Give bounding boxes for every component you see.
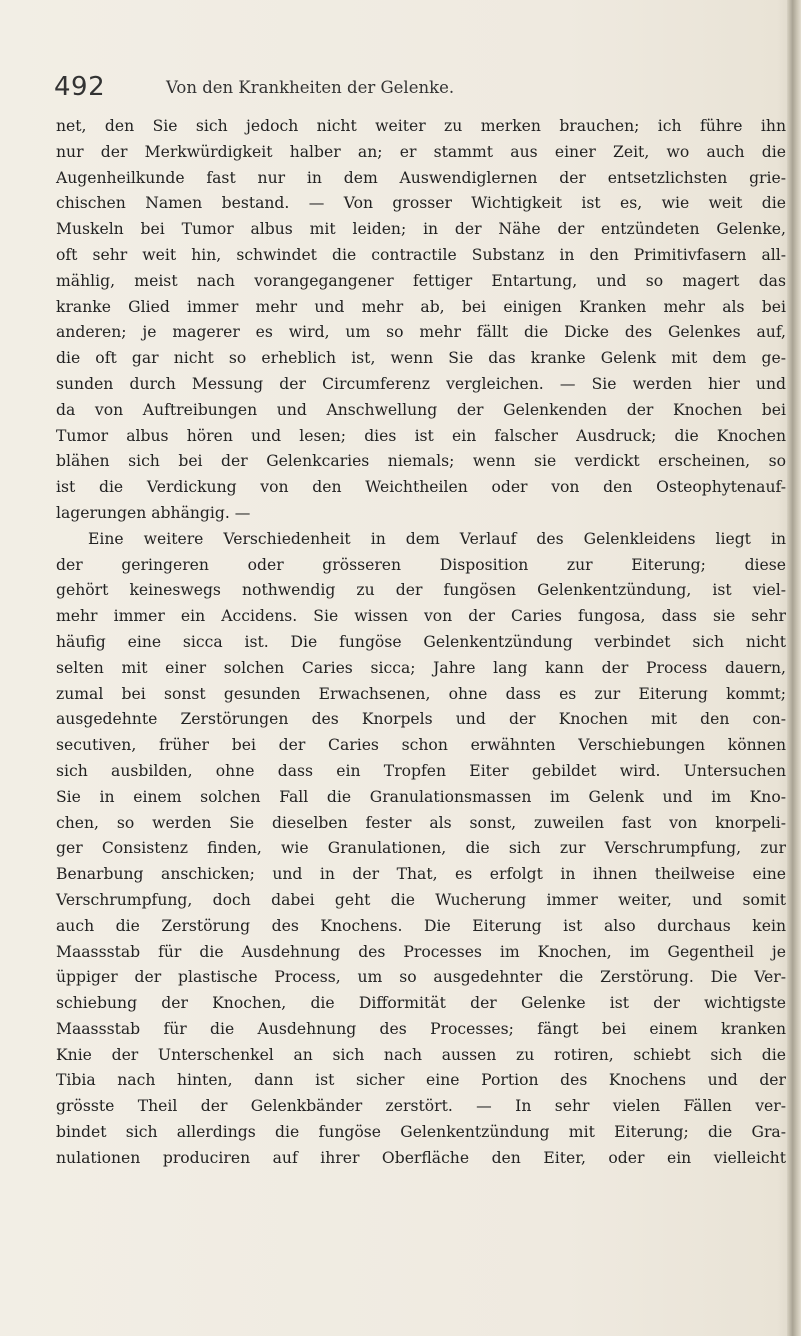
text-line: Maassstab für die Ausdehnung des Processes; fängt bei einem kranken [56,1019,786,1038]
text-line: blähen sich bei der Gelenkcaries niemals; wenn sie verdickt erscheinen, so [56,452,786,471]
text-line: gehört keineswegs nothwendig zu der fungösen Gelenkentzündung, ist viel- [56,581,786,600]
text-line: chen, so werden Sie dieselben fester als sonst, zuweilen fast von knorpeli- [56,813,786,832]
text-line: Muskeln bei Tumor albus mit leiden; in der Nähe der entzündeten Gelenke, [56,220,786,239]
text-line: auch die Zerstörung des Knochens. Die Eiterung ist also durchaus kein [56,916,786,935]
page-number: 492 [54,72,106,102]
text-line: Maassstab für die Ausdehnung des Processes im Knochen, im Gegentheil je [56,942,786,961]
body-text [56,114,786,1172]
text-line: secutiven, früher bei der Caries schon erwähnten Verschiebungen können [56,736,786,755]
text-line: der geringeren oder grösseren Disposition zur Eiterung; diese [56,555,786,574]
text-line: chischen Namen bestand. — Von grosser Wichtigkeit ist es, wie weit die [56,194,786,213]
text-line: häufig eine sicca ist. Die fungöse Gelenkentzündung verbindet sich nicht [56,632,786,651]
text-line: anderen; je magerer es wird, um so mehr fällt die Dicke des Gelenkes auf, [56,323,786,342]
text-line: sunden durch Messung der Circumferenz vergleichen. — Sie werden hier und [56,374,786,393]
text-line: net, den Sie sich jedoch nicht weiter zu merken brauchen; ich führe ihn [56,117,786,135]
text-line: Augenheilkunde fast nur in dem Auswendiglernen der entsetzlichsten grie- [56,168,786,187]
text-line: Verschrumpfung, doch dabei geht die Wucherung immer weiter, und somit [56,890,786,909]
text-line: Eine weitere Verschiedenheit in dem Verlauf des Gelenkleidens liegt in [88,529,786,548]
text-line: ausgedehnte Zerstörungen des Knorpels und der Knochen mit den con- [56,710,786,729]
text-line: oft sehr weit hin, schwindet die contractile Substanz in den Primitivfasern all- [56,245,786,264]
text-line: mehr immer ein Accidens. Sie wissen von der Caries fungosa, dass sie sehr [56,607,786,626]
text-line: da von Auftreibungen und Anschwellung der Gelenkenden der Knochen bei [56,400,786,419]
text-line: mählig, meist nach vorangegangener fettiger Entartung, und so magert das [56,271,786,290]
text-line: ger Consistenz finden, wie Granulationen, die sich zur Verschrumpfung, zur [56,839,786,858]
text-line: die oft gar nicht so erheblich ist, wenn Sie das kranke Gelenk mit dem ge- [56,349,786,368]
text-line: Tibia nach hinten, dann ist sicher eine Portion des Knochens und der [56,1071,786,1090]
text-line: nulationen produciren auf ihrer Oberfläche den Eiter, oder ein vielleicht [56,1148,786,1167]
text-line: kranke Glied immer mehr und mehr ab, bei einigen Kranken mehr als bei [56,297,786,316]
text-line: sich ausbilden, ohne dass ein Tropfen Eiter gebildet wird. Untersuchen [56,761,786,780]
text-line: selten mit einer solchen Caries sicca; Jahre lang kann der Process dauern, [56,658,786,677]
text-line: zumal bei sonst gesunden Erwachsenen, ohne dass es zur Eiterung kommt; [56,684,786,703]
text-line: Knie der Unterschenkel an sich nach aussen zu rotiren, schiebt sich die [56,1045,786,1064]
text-line: nur der Merkwürdigkeit halber an; er stammt aus einer Zeit, wo auch die [56,142,786,161]
text-line: bindet sich allerdings die fungöse Gelenkentzündung mit Eiterung; die Gra- [56,1123,786,1142]
text-line: schiebung der Knochen, die Difformität der Gelenke ist der wichtigste [56,994,786,1013]
text-line: Sie in einem solchen Fall die Granulationsmassen im Gelenk und im Kno- [56,787,786,806]
text-line: ist die Verdickung von den Weichtheilen oder von den Osteophytenauf- [56,478,786,497]
page-header [54,72,784,112]
page-edge-shadow [787,0,801,1336]
text-line: grösste Theil der Gelenkbänder zerstört. — In sehr vielen Fällen ver- [56,1097,786,1116]
text-line: üppiger der plastische Process, um so ausgedehnter die Zerstörung. Die Ver- [56,968,786,987]
text-line: lagerungen abhängig. — [56,503,251,522]
text-line: Tumor albus hören und lesen; dies ist ein falscher Ausdruck; die Knochen [56,426,786,445]
running-head: Von den Krankheiten der Gelenke. [166,78,455,97]
text-line: Benarbung anschicken; und in der That, es erfolgt in ihnen theilweise eine [56,865,786,884]
